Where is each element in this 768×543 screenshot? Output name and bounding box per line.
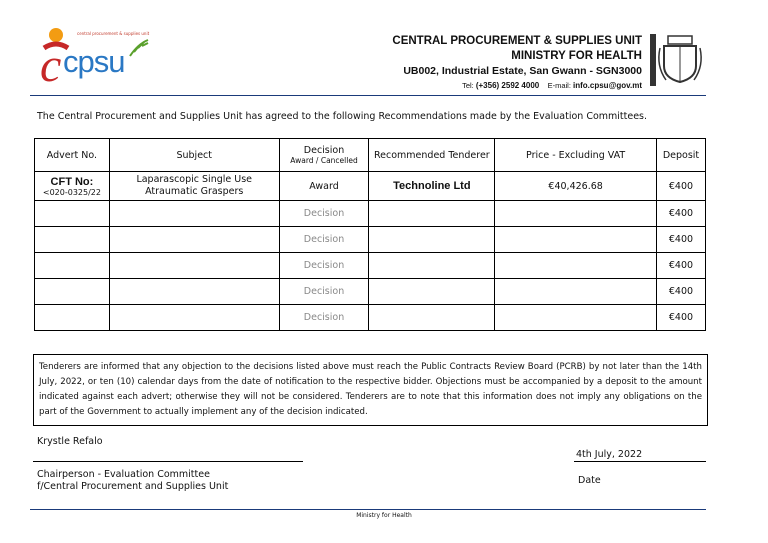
letterhead-ministry: MINISTRY FOR HEALTH — [511, 50, 642, 62]
decision-cell: Decision — [279, 305, 369, 331]
signature-date: 4th July, 2022 — [576, 449, 643, 460]
subject-cell — [109, 227, 279, 253]
price-cell — [495, 227, 657, 253]
letterhead-unit: CENTRAL PROCUREMENT & SUPPLIES UNIT — [392, 35, 642, 47]
tenderer-cell: Technoline Ltd — [369, 172, 495, 201]
table-header-row — [35, 139, 706, 172]
table-row — [35, 201, 706, 227]
deposit-cell: €400 — [656, 253, 705, 279]
footer-rule — [30, 509, 706, 510]
logo-tagline: central procurement & supplies unit — [77, 31, 150, 36]
header-rule — [30, 95, 706, 96]
signatory-role: Chairperson - Evaluation Committee — [37, 469, 210, 480]
email-address: info.cpsu@gov.mt — [573, 81, 642, 90]
advert-cell — [35, 279, 110, 305]
table-row — [35, 253, 706, 279]
date-label: Date — [578, 475, 601, 486]
advert-cell — [35, 172, 110, 201]
tenderer-cell — [369, 253, 495, 279]
deposit-cell: €400 — [656, 172, 705, 201]
tenderer-cell — [369, 279, 495, 305]
decision-cell: Decision — [279, 201, 369, 227]
advert-cell — [35, 227, 110, 253]
footer-text: Ministry for Health — [356, 512, 412, 519]
deposit-cell: €400 — [656, 227, 705, 253]
price-cell — [495, 201, 657, 227]
decision-cell: Decision — [279, 279, 369, 305]
header-advert: Advert No. — [35, 139, 110, 172]
tenderer-cell — [369, 305, 495, 331]
email-label: E-mail: — [547, 81, 571, 90]
price-cell — [495, 253, 657, 279]
header-decision-label: Decision — [303, 145, 345, 156]
table-row — [35, 172, 706, 201]
advert-cell — [35, 201, 110, 227]
header-deposit: Deposit — [656, 139, 705, 172]
tel-label: Tel: — [462, 81, 474, 90]
header-decision — [279, 139, 369, 172]
subject-cell — [109, 253, 279, 279]
signatory-org: f/Central Procurement and Supplies Unit — [37, 481, 229, 492]
header-subject: Subject — [109, 139, 279, 172]
header-decision-sub: Award / Cancelled — [290, 156, 358, 165]
advert-number: <020-0325/22 — [42, 187, 101, 197]
signatory-title — [37, 469, 228, 493]
subject-cell — [109, 279, 279, 305]
signature-line — [33, 461, 303, 462]
deposit-cell: €400 — [656, 305, 705, 331]
price-cell — [495, 279, 657, 305]
decision-cell: Decision — [279, 227, 369, 253]
letterhead-contact — [392, 81, 642, 90]
letterhead-address: UB002, Industrial Estate, San Gwann - SGN3000 — [403, 65, 642, 77]
table-row — [35, 279, 706, 305]
malta-crest-icon — [650, 32, 706, 88]
deposit-cell: €400 — [656, 279, 705, 305]
signatory-name: Krystle Refalo — [37, 436, 103, 447]
advert-label: CFT No: — [50, 175, 94, 188]
price-cell — [495, 305, 657, 331]
table-row — [35, 227, 706, 253]
objection-notice: Tenderers are informed that any objection to the decisions listed above must reach the Public Contracts Review Board (PCRB) by not later than the 14th July, 2022, or ten (10) calendar days from the date of notification to the respective bidder. Objections must be accompanied by a deposit to the amount indicated against each advert; otherwise they will not be considered. Tenderers are to note that this information does not imply any obligations on the part of the Government to actually implement any of the decision indicated. — [33, 354, 708, 426]
tenderer-cell — [369, 227, 495, 253]
subject-cell — [109, 201, 279, 227]
recommendations-table — [34, 138, 706, 331]
decision-cell: Decision — [279, 253, 369, 279]
date-line — [574, 461, 706, 462]
table-row — [35, 305, 706, 331]
advert-cell — [35, 253, 110, 279]
price-cell: €40,426.68 — [495, 172, 657, 201]
advert-cell — [35, 305, 110, 331]
subject-cell — [109, 305, 279, 331]
logo-text: cpsu — [63, 44, 125, 79]
tenderer-cell — [369, 201, 495, 227]
header-tenderer: Recommended Tenderer — [369, 139, 495, 172]
decision-cell: Award — [279, 172, 369, 201]
intro-text: The Central Procurement and Supplies Unit has agreed to the following Recommendations made by the Evaluation Committees. — [37, 111, 648, 122]
header-price: Price - Excluding VAT — [495, 139, 657, 172]
deposit-cell: €400 — [656, 201, 705, 227]
logo-c-letter: c — [40, 39, 62, 92]
subject-cell: Laparascopic Single Use Atraumatic Graspers — [109, 172, 279, 201]
letterhead — [392, 34, 642, 90]
tel-number: (+356) 2592 4000 — [475, 81, 540, 90]
